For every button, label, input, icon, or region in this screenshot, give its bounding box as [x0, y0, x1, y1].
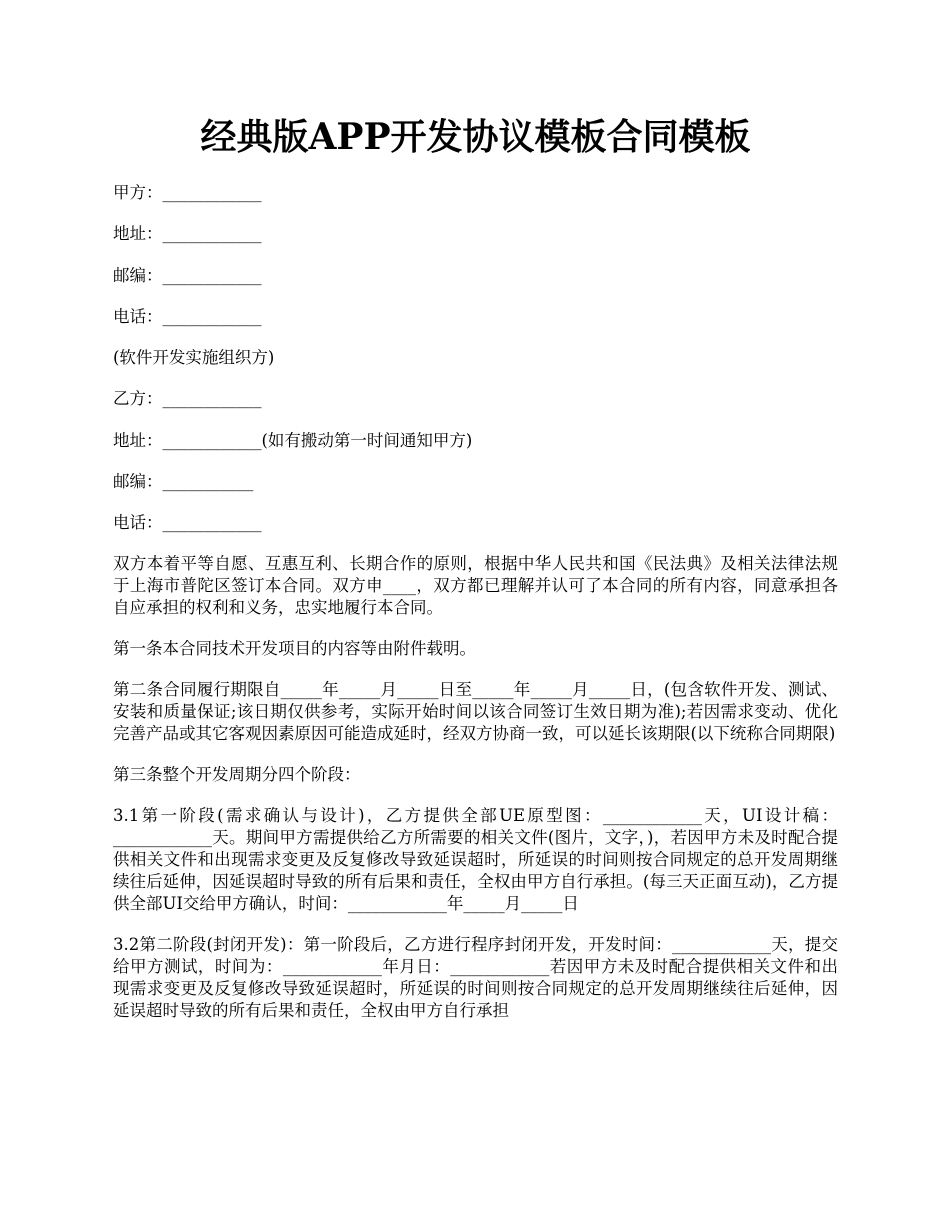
intro-paragraph: 双方本着平等自愿、互惠互利、长期合作的原则，根据中华人民共和国《民法典》及相关法律法规于上海市普陀区签订本合同。双方申____，双方都已理解并认可了本合同的所有内容，同意承担各自应承担的权利和义务，忠实地履行本合同。: [113, 553, 838, 617]
party-a-name-line: 甲方：____________: [113, 183, 262, 202]
party-a-address-line: 地址：____________: [113, 224, 262, 244]
article-2-paragraph: 第二条合同履行期限自_____年_____月_____日至_____年_____月_____日，(包含软件开发、测试、安装和质量保证;该日期仅供参考，实际开始时间以该合同签订生效日期为准);若因需求变动、优化完善产品或其它客观因素原因可能造成延时，经双方协商一致，可以延长该期限(以下统称合同期限): [113, 679, 838, 743]
party-a-postcode-line: 邮编：____________: [113, 265, 262, 285]
party-b-postcode-line: 邮编：___________: [113, 472, 254, 492]
party-b-address-line: 地址：____________(如有搬动第一时间通知甲方): [113, 430, 473, 450]
party-a-phone-line: 电话：____________: [113, 306, 262, 326]
party-a-role-note: (软件开发实施组织方): [113, 348, 275, 368]
party-a-block: [113, 182, 838, 369]
party-b-phone-line: 电话：____________: [113, 513, 262, 533]
article-3-paragraph: 第三条整个开发周期分四个阶段：: [113, 764, 361, 784]
party-b-name-line: 乙方：____________: [113, 389, 262, 409]
stage-2-paragraph: 3.2第二阶段(封闭开发)：第一阶段后，乙方进行程序封闭开发，开发时间：____________天，提交给甲方测试，时间为：____________年月日：____________若因甲方未及时配合提供相关文件和出现需求变更及反复修改导致延误超时，所延误的时间则按合同规定的总开发周期继续往后延伸，因延误超时导致的所有后果和责任，全权由甲方自行承担: [113, 934, 838, 1020]
party-b-block: [113, 388, 838, 534]
document-title: 经典版APP开发协议模板合同模板: [200, 116, 751, 158]
stage-1-paragraph: 3.1第一阶段(需求确认与设计)，乙方提供全部UE原型图：____________天，UI设计稿：____________天。期间甲方需提供给乙方所需要的相关文件(图片，文字，)，若因甲方未及时配合提供相关文件和出现需求变更及反复修改导致延误超时，所延误的时间则按合同规定的总开发周期继续往后延伸，因延误超时导致的所有后果和责任，全权由甲方自行承担。(每三天正面互动)，乙方提供全部UI交给甲方确认，时间：____________年_____月_____日: [113, 805, 838, 913]
article-1-paragraph: 第一条本合同技术开发项目的内容等由附件载明。: [113, 638, 476, 658]
